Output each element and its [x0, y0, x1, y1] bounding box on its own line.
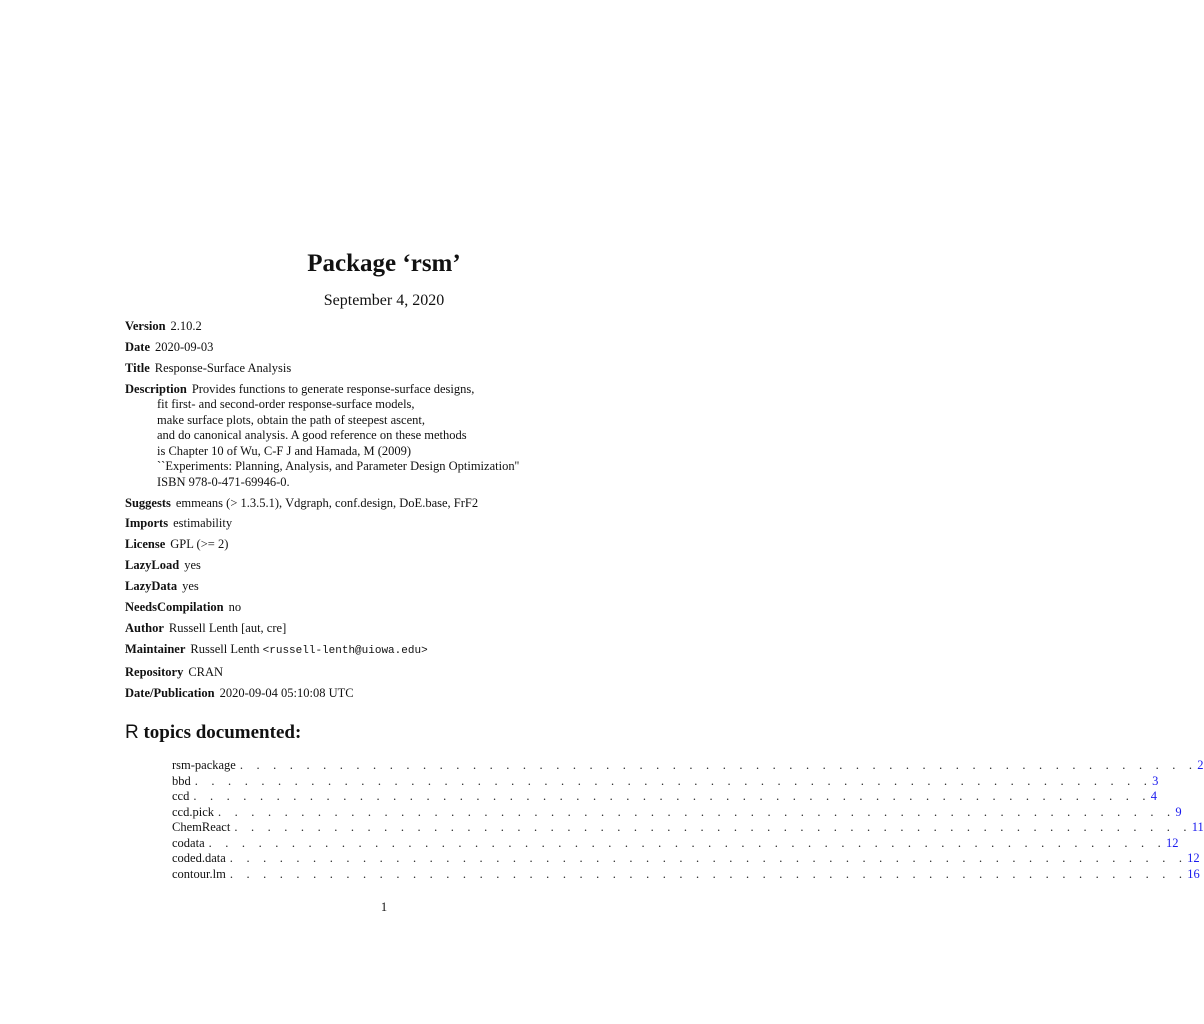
toc-entry[interactable]: [172, 835, 1179, 852]
toc-page-link[interactable]: 4: [1150, 789, 1157, 803]
toc-entry-name[interactable]: ccd: [172, 789, 190, 803]
description-line: is Chapter 10 of Wu, C-F J and Hamada, M (2009): [157, 443, 412, 458]
toc-page-link[interactable]: 3: [1152, 773, 1159, 788]
page-number: 1: [380, 900, 388, 914]
field-author: [125, 621, 665, 637]
toc-page-link[interactable]: 12: [1166, 835, 1179, 850]
field-value: 2020-09-03: [155, 339, 214, 354]
toc-leader-dots: . . . . . . . . . . . . . . . . . . . . . . . . . . . . . . . . . . . . . . . . . . . . . . . . . . . . . . . . . .: [208, 835, 1166, 850]
package-fields: [125, 319, 665, 706]
description-line: make surface plots, obtain the path of steepest ascent,: [157, 412, 425, 427]
toc-entry-name[interactable]: contour.lm: [172, 866, 226, 881]
toc-page-link[interactable]: 2: [1197, 758, 1204, 772]
toc-entry[interactable]: [172, 758, 1204, 774]
field-key: Version: [125, 319, 166, 333]
toc-page-link[interactable]: 12: [1187, 851, 1200, 865]
toc-page-link[interactable]: 9: [1175, 804, 1182, 819]
field-key: LazyLoad: [125, 558, 180, 573]
field-key: Author: [125, 620, 164, 635]
document-title: Package ‘rsm’: [307, 250, 461, 277]
description-line: ``Experiments: Planning, Analysis, and Parameter Design Optimization'': [157, 459, 520, 474]
maintainer-email: <russell-lenth@uiowa.edu>: [262, 644, 428, 657]
field-date: [125, 340, 665, 356]
toc-leader-dots: . . . . . . . . . . . . . . . . . . . . . . . . . . . . . . . . . . . . . . . . . . . . . . . . . . . . . . . . . .: [229, 851, 1188, 865]
toc-entry-name[interactable]: bbd: [172, 773, 191, 788]
description-line: and do canonical analysis. A good reference on these methods: [157, 428, 467, 443]
field-needscompilation: [125, 600, 665, 616]
field-value: estimability: [173, 516, 233, 531]
field-lazyload: [125, 558, 665, 574]
description-line: [125, 382, 665, 398]
field-key: Date/Publication: [125, 685, 215, 700]
toc-entry[interactable]: [172, 866, 1200, 883]
field-suggests: [125, 496, 665, 512]
field-description: [125, 382, 665, 491]
toc-leader-dots: . . . . . . . . . . . . . . . . . . . . . . . . . . . . . . . . . . . . . . . . . . . . . . . . . . . . . . . . . .: [239, 758, 1198, 772]
toc-entry[interactable]: [172, 789, 1157, 805]
toc-entry[interactable]: [172, 820, 1204, 836]
toc-entry-name[interactable]: codata: [172, 835, 205, 850]
field-value: yes: [182, 579, 199, 594]
field-lazydata: [125, 579, 665, 595]
field-key: Maintainer: [125, 641, 186, 656]
field-value: GPL (>= 2): [170, 537, 229, 552]
field-date-publication: [125, 686, 665, 702]
toc-entry-name[interactable]: rsm-package: [172, 758, 236, 772]
description-text: Provides functions to generate response-surface designs,: [191, 381, 475, 396]
field-repository: [125, 665, 665, 681]
field-key: Suggests: [125, 495, 171, 510]
field-maintainer: [125, 642, 665, 660]
toc-entry-name[interactable]: ChemReact: [172, 820, 231, 834]
field-version: [125, 319, 665, 335]
toc-entry[interactable]: [172, 804, 1182, 821]
field-key: Title: [125, 360, 150, 375]
field-value: 2020-09-04 05:10:08 UTC: [219, 685, 354, 700]
field-license: [125, 537, 665, 553]
field-key: Repository: [125, 664, 184, 679]
description-line: ISBN 978-0-471-69946-0.: [157, 474, 290, 489]
field-key: NeedsCompilation: [125, 600, 224, 615]
toc-heading-text: topics documented:: [143, 722, 302, 743]
toc-leader-dots: . . . . . . . . . . . . . . . . . . . . . . . . . . . . . . . . . . . . . . . . . . . . . . . . . . . . . . . . . .: [193, 789, 1151, 803]
maintainer-name: Russell Lenth: [190, 641, 260, 656]
toc-leader-dots: . . . . . . . . . . . . . . . . . . . . . . . . . . . . . . . . . . . . . . . . . . . . . . . . . . . . . . . . . .: [234, 820, 1192, 834]
toc-page-link[interactable]: 16: [1187, 866, 1200, 881]
field-key: Imports: [125, 516, 169, 531]
field-key: License: [125, 537, 166, 552]
toc-page-link[interactable]: 11: [1191, 820, 1204, 834]
toc-entry[interactable]: [172, 773, 1159, 790]
field-value: CRAN: [188, 664, 224, 679]
toc-entry-name[interactable]: coded.data: [172, 851, 226, 865]
field-title: [125, 361, 665, 377]
toc-list: [172, 758, 1204, 882]
field-value: Response-Surface Analysis: [154, 360, 292, 375]
field-key: LazyData: [125, 579, 178, 594]
field-imports: [125, 516, 665, 532]
toc-heading-r: R: [125, 722, 139, 743]
field-key: Description: [125, 381, 187, 396]
document-date: September 4, 2020: [323, 292, 445, 309]
toc-entry-name[interactable]: ccd.pick: [172, 804, 214, 819]
description-line: fit first- and second-order response-surface models,: [157, 397, 415, 412]
field-value: no: [228, 600, 242, 615]
field-key: Date: [125, 339, 150, 354]
toc-leader-dots: . . . . . . . . . . . . . . . . . . . . . . . . . . . . . . . . . . . . . . . . . . . . . . . . . . . . . . . . . .: [229, 866, 1188, 881]
field-value: 2.10.2: [170, 319, 202, 333]
field-value: Russell Lenth [aut, cre]: [168, 620, 287, 635]
toc-heading: [125, 722, 301, 744]
toc-leader-dots: . . . . . . . . . . . . . . . . . . . . . . . . . . . . . . . . . . . . . . . . . . . . . . . . . . . . . . . . . .: [218, 804, 1176, 819]
field-value: yes: [184, 558, 201, 573]
toc-entry[interactable]: [172, 851, 1200, 867]
field-value: emmeans (> 1.3.5.1), Vdgraph, conf.design, DoE.base, FrF2: [175, 495, 479, 510]
toc-leader-dots: . . . . . . . . . . . . . . . . . . . . . . . . . . . . . . . . . . . . . . . . . . . . . . . . . . . . . . . . . .: [194, 773, 1153, 788]
